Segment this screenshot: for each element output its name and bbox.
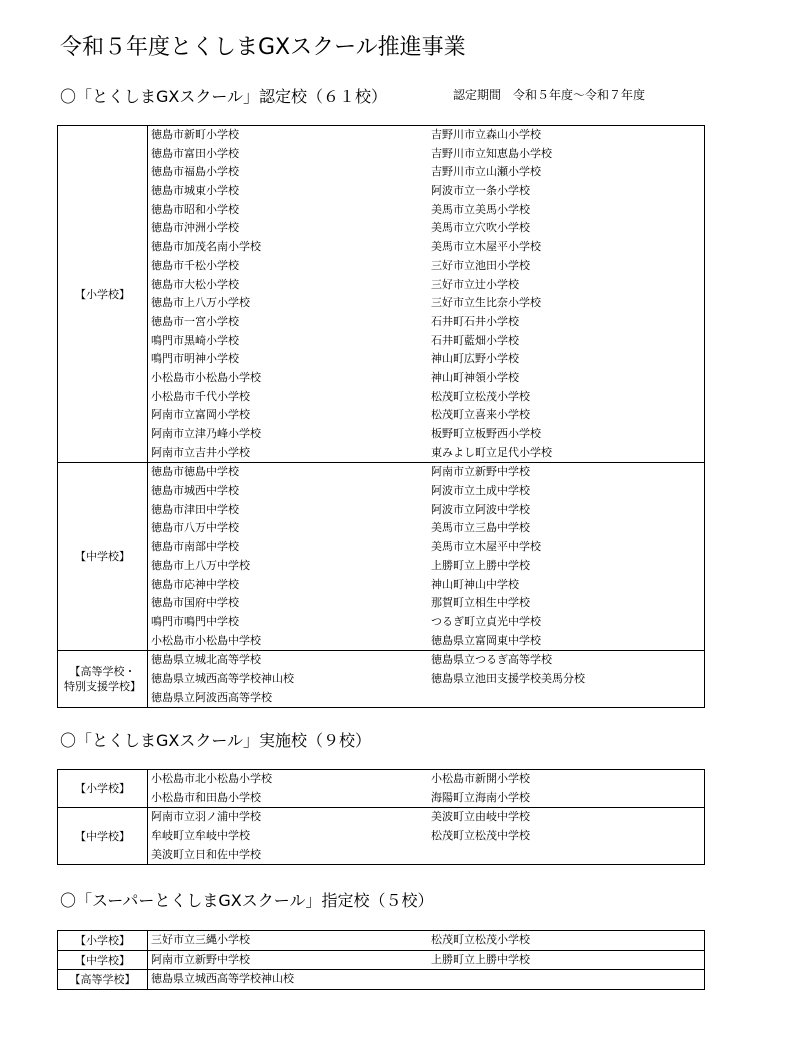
school-name: 徳島県立城西高等学校神山校 <box>151 671 294 685</box>
list-item <box>148 369 704 388</box>
school-name: 徳島県立阿波西高等学校 <box>151 690 272 704</box>
school-name: 阿波市立土成中学校 <box>431 484 530 498</box>
school-name: 牟岐町立牟岐中学校 <box>151 829 250 843</box>
school-name: 三好市立三縄小学校 <box>151 933 250 946</box>
school-name: 板野町立板野西小学校 <box>431 427 541 440</box>
list-item <box>148 126 704 145</box>
certified-schools-table <box>57 125 705 708</box>
certification-period: 認定期間 令和５年度～令和７年度 <box>453 88 646 102</box>
list-item <box>148 689 704 708</box>
school-name: 吉野川市立知恵島小学校 <box>431 146 552 160</box>
school-name: 美馬市立三島中学校 <box>431 521 530 535</box>
school-name: 上勝町立上勝中学校 <box>431 952 530 966</box>
school-name: 小松島市小松島小学校 <box>151 370 261 384</box>
school-name: 阿南市立富岡小学校 <box>151 408 250 422</box>
school-name: 鳴門市明神小学校 <box>151 352 239 366</box>
school-name: 徳島市千松小学校 <box>151 258 239 272</box>
school-name: 徳島市城西中学校 <box>151 484 239 498</box>
list-item <box>148 276 704 295</box>
school-name: 小松島市北小松島小学校 <box>151 772 272 785</box>
list-item <box>148 594 704 613</box>
table-row <box>58 808 705 865</box>
school-name: 松茂町立松茂小学校 <box>431 933 530 946</box>
list-item <box>148 846 704 865</box>
school-name: 三好市立池田小学校 <box>431 258 530 272</box>
school-name: 阿南市立津乃峰小学校 <box>151 427 261 440</box>
school-name: 徳島市徳島中学校 <box>151 465 239 479</box>
list-item <box>148 444 704 463</box>
school-name: 徳島市津田中学校 <box>151 502 239 516</box>
school-name: 上勝町立上勝中学校 <box>431 558 530 572</box>
school-name: 徳島県立富岡東中学校 <box>431 633 541 647</box>
school-name: 徳島市上八万小学校 <box>151 296 250 310</box>
school-name: 徳島県立城西高等学校神山校 <box>151 972 294 986</box>
table-row <box>58 126 705 463</box>
table-row <box>58 463 705 651</box>
category-cell <box>58 651 148 708</box>
school-list <box>148 651 705 708</box>
school-name: 小松島市千代小学校 <box>151 389 250 403</box>
school-list <box>148 950 705 970</box>
school-name: 美馬市立美馬小学校 <box>431 202 530 216</box>
school-name: 神山町神山中学校 <box>431 577 519 591</box>
table-row <box>58 770 705 808</box>
page-title: 令和５年度とくしまGXスクール推進事業 <box>60 35 466 60</box>
category-cell: 【中学校】 <box>58 808 148 865</box>
school-name: 徳島市八万中学校 <box>151 521 239 535</box>
list-item <box>148 770 704 789</box>
list-item <box>148 145 704 164</box>
school-name <box>431 689 704 708</box>
list-item <box>148 808 704 827</box>
school-name: 神山町神領小学校 <box>431 370 519 384</box>
table-row <box>58 651 705 708</box>
category-cell: 【小学校】 <box>58 126 148 463</box>
category-cell: 【中学校】 <box>58 950 148 970</box>
super-schools-table <box>57 930 705 990</box>
school-name: 阿南市立羽ノ浦中学校 <box>151 810 261 824</box>
school-name <box>431 970 704 989</box>
list-item <box>148 501 704 520</box>
list-item <box>148 406 704 425</box>
school-name: 徳島市国府中学校 <box>151 596 239 610</box>
list-item <box>148 201 704 220</box>
school-name: 阿波市立阿波中学校 <box>431 502 530 516</box>
school-list <box>148 931 705 951</box>
school-name: 美馬市立木屋平小学校 <box>431 240 541 254</box>
section-heading-implementing: 〇「とくしまGXスクール」実施校（９校） <box>60 731 372 750</box>
list-item <box>148 163 704 182</box>
list-item <box>148 388 704 407</box>
list-item <box>148 219 704 238</box>
school-name: 徳島市城東小学校 <box>151 184 239 198</box>
school-name: 鳴門市黒崎小学校 <box>151 333 239 347</box>
list-item <box>148 238 704 257</box>
school-name: 三好市立生比奈小学校 <box>431 296 541 310</box>
implementing-schools-table <box>57 769 705 865</box>
school-name: 徳島市一宮小学校 <box>151 314 239 328</box>
list-item <box>148 519 704 538</box>
category-line: 特別支援学校】 <box>64 680 141 694</box>
list-item <box>148 576 704 595</box>
list-item <box>148 951 704 970</box>
list-item <box>148 257 704 276</box>
list-item <box>148 931 704 950</box>
list-item <box>148 294 704 313</box>
school-name: 吉野川市立森山小学校 <box>431 128 541 141</box>
school-name: 那賀町立相生中学校 <box>431 596 530 610</box>
category-cell: 【高等学校】 <box>58 970 148 990</box>
school-name: 徳島県立つるぎ高等学校 <box>431 653 552 667</box>
list-item <box>148 313 704 332</box>
list-item <box>148 538 704 557</box>
list-item <box>148 613 704 632</box>
school-name: 小松島市小松島中学校 <box>151 633 261 647</box>
school-name: 美馬市立木屋平中学校 <box>431 540 541 554</box>
school-name: 徳島県立池田支援学校美馬分校 <box>431 671 585 685</box>
school-name: 徳島市加茂名南小学校 <box>151 240 261 254</box>
school-name: 美波町立日和佐中学校 <box>151 847 261 861</box>
school-name: 三好市立辻小学校 <box>431 277 519 291</box>
school-name: 徳島県立城北高等学校 <box>151 653 261 667</box>
list-item <box>148 332 704 351</box>
category-line: 【高等学校・ <box>69 665 136 679</box>
table-row <box>58 950 705 970</box>
table-row <box>58 931 705 951</box>
category-cell: 【中学校】 <box>58 463 148 651</box>
school-name: 徳島市福島小学校 <box>151 165 239 179</box>
section-heading-certified: 〇「とくしまGXスクール」認定校（６１校） <box>60 87 388 106</box>
school-name: 鳴門市鳴門中学校 <box>151 614 239 628</box>
table-row <box>58 970 705 990</box>
school-name: 小松島市和田島小学校 <box>151 790 261 804</box>
school-name: 阿波市立一条小学校 <box>431 184 530 198</box>
school-name: 美馬市立穴吹小学校 <box>431 221 530 235</box>
school-name: 阿南市立新野中学校 <box>151 952 250 966</box>
list-item <box>148 651 704 670</box>
school-name: 徳島市大松小学校 <box>151 277 239 291</box>
list-item <box>148 970 704 989</box>
school-name: 徳島市沖洲小学校 <box>151 221 239 235</box>
school-name <box>431 846 704 865</box>
section-heading-super: 〇「スーパーとくしまGXスクール」指定校（５校） <box>60 891 434 910</box>
school-name: 海陽町立海南小学校 <box>431 790 530 804</box>
school-name: 徳島市上八万中学校 <box>151 558 250 572</box>
school-name: 松茂町立喜来小学校 <box>431 408 530 422</box>
school-name: 徳島市昭和小学校 <box>151 202 239 216</box>
school-name: 徳島市新町小学校 <box>151 128 239 141</box>
school-list <box>148 808 705 865</box>
school-name: 美波町立由岐中学校 <box>431 810 530 824</box>
school-name: 石井町藍畑小学校 <box>431 333 519 347</box>
list-item <box>148 670 704 689</box>
school-list <box>148 970 705 990</box>
school-name: 神山町広野小学校 <box>431 352 519 366</box>
school-list <box>148 126 705 463</box>
list-item <box>148 350 704 369</box>
list-item <box>148 463 704 482</box>
list-item <box>148 632 704 651</box>
school-list <box>148 463 705 651</box>
list-item <box>148 482 704 501</box>
school-name: 吉野川市立山瀬小学校 <box>431 165 541 179</box>
school-list <box>148 770 705 808</box>
school-name: 阿南市立新野中学校 <box>431 465 530 479</box>
list-item <box>148 182 704 201</box>
school-name: つるぎ町立貞光中学校 <box>431 614 541 628</box>
school-name: 徳島市富田小学校 <box>151 146 239 160</box>
school-name: 石井町石井小学校 <box>431 314 519 328</box>
list-item <box>148 789 704 808</box>
school-name: 小松島市新開小学校 <box>431 772 530 785</box>
school-name: 徳島市応神中学校 <box>151 577 239 591</box>
school-name: 松茂町立松茂小学校 <box>431 389 530 403</box>
school-name: 徳島市南部中学校 <box>151 540 239 554</box>
school-name: 阿南市立吉井小学校 <box>151 445 250 459</box>
list-item <box>148 425 704 444</box>
category-cell: 【小学校】 <box>58 770 148 808</box>
school-name: 松茂町立松茂中学校 <box>431 829 530 843</box>
school-name: 東みよし町立足代小学校 <box>431 445 552 459</box>
list-item <box>148 827 704 846</box>
category-cell: 【小学校】 <box>58 931 148 951</box>
list-item <box>148 557 704 576</box>
